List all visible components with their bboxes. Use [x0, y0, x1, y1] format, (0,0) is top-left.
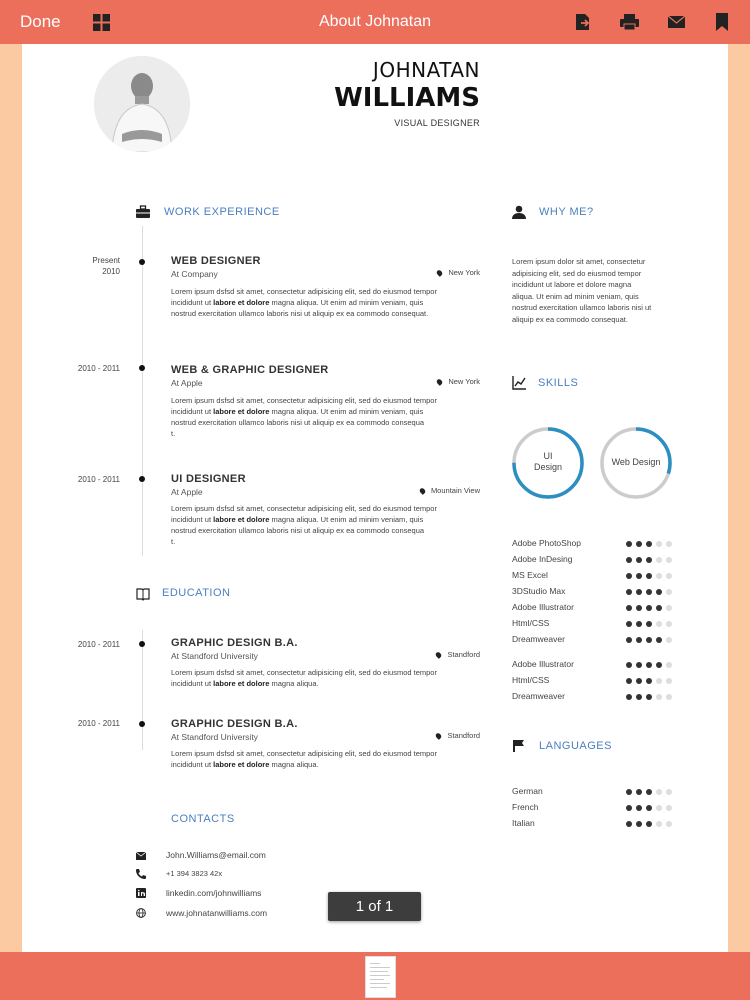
- rating-dot: [626, 678, 632, 684]
- timeline-line: [142, 226, 143, 556]
- page-thumbnail[interactable]: [365, 956, 396, 998]
- job-company: At Apple: [171, 378, 203, 388]
- rating-dot: [646, 573, 652, 579]
- rating-dot: [626, 789, 632, 795]
- skill-circle-label: Web Design: [611, 457, 661, 467]
- job-company: At Apple: [171, 487, 203, 497]
- rating-dot: [636, 557, 642, 563]
- contact-email: John.Williams@email.com: [166, 850, 266, 860]
- rating-dot: [666, 557, 672, 563]
- edu-date: 2010 - 2011: [77, 640, 120, 649]
- rating-dot: [646, 805, 652, 811]
- rating-dot: [636, 821, 642, 827]
- timeline-dot: [139, 641, 145, 647]
- right-margin: [728, 44, 750, 952]
- rating-name: French: [512, 802, 539, 812]
- rating-dot: [666, 694, 672, 700]
- rating-name: Dreamweaver: [512, 634, 565, 644]
- job-title: WEB & GRAPHIC DESIGNER: [171, 364, 329, 376]
- rating-dot: [666, 573, 672, 579]
- rating-dot: [666, 805, 672, 811]
- rating-dot: [656, 694, 662, 700]
- job-location: New York: [380, 377, 480, 386]
- rating-dot: [666, 541, 672, 547]
- why-me-text: Lorem ipsum dolor sit amet, consectetur adipisicing elit, sed do eiusmod tempor incididunt ut labore et dolore magna aliqua. Ut enim ad minim veniam, quis nostrud exercitation ullamco laboris nisi ut aliquip ex ea commodo consequat.: [512, 257, 652, 324]
- rating-dots: [626, 557, 672, 563]
- job-date: 2010 - 2011: [77, 475, 120, 484]
- rating-dot: [646, 821, 652, 827]
- left-margin: [0, 44, 22, 952]
- rating-dot: [636, 637, 642, 643]
- rating-dot: [626, 573, 632, 579]
- timeline-dot: [139, 721, 145, 727]
- export-icon[interactable]: [574, 13, 592, 31]
- rating-dot: [646, 541, 652, 547]
- rating-dot: [626, 557, 632, 563]
- edu-date: 2010 - 2011: [77, 719, 120, 728]
- rating-dots: [626, 678, 672, 684]
- rating-dots: [626, 789, 672, 795]
- job-description: Lorem ipsum dsfsd sit amet, consectetur adipisicing elit, sed do eiusmod tempor incididunt ut labore et dolore magna aliqua. Ut enim ad minim veniam, quis nostrud exercitation ullamco laboris nisi ut aliquip ex ea commodo consequa t.: [171, 504, 437, 546]
- globe-icon: [136, 908, 146, 918]
- edu-school: At Standford University: [171, 651, 258, 661]
- contact-phone: +1 394 3823 42x: [166, 869, 223, 878]
- rating-row: [512, 570, 677, 582]
- rating-name: Adobe PhotoShop: [512, 538, 582, 548]
- last-name: WILLIAMS: [334, 83, 480, 113]
- rating-dot: [646, 637, 652, 643]
- rating-name: Adobe Illustrator: [512, 659, 574, 669]
- edu-location: Standford: [380, 731, 480, 740]
- rating-name: Html/CSS: [512, 618, 550, 628]
- rating-dots: [626, 573, 672, 579]
- rating-dot: [636, 694, 642, 700]
- rating-name: Dreamweaver: [512, 691, 565, 701]
- rating-dot: [646, 557, 652, 563]
- job-title: UI DESIGNER: [171, 473, 246, 485]
- job-title: WEB DESIGNER: [171, 255, 261, 267]
- rating-dot: [656, 662, 662, 668]
- rating-dot: [626, 605, 632, 611]
- chart-icon: [512, 376, 526, 390]
- book-icon: [136, 587, 150, 601]
- edu-school: At Standford University: [171, 732, 258, 742]
- rating-name: German: [512, 786, 543, 796]
- rating-row: [512, 538, 677, 550]
- rating-row: [512, 786, 677, 798]
- edu-location: Standford: [380, 650, 480, 659]
- rating-dot: [656, 821, 662, 827]
- rating-dots: [626, 637, 672, 643]
- rating-dot: [666, 605, 672, 611]
- rating-name: 3DStudio Max: [512, 586, 566, 596]
- rating-name: Adobe InDesing: [512, 554, 573, 564]
- work-experience-heading: WORK EXPERIENCE: [164, 206, 280, 218]
- rating-dot: [636, 805, 642, 811]
- why-me-heading: WHY ME?: [539, 206, 594, 218]
- rating-row: [512, 659, 677, 671]
- edu-title: GRAPHIC DESIGN B.A.: [171, 718, 298, 730]
- rating-row: [512, 634, 677, 646]
- rating-dot: [646, 605, 652, 611]
- rating-dot: [636, 789, 642, 795]
- education-heading: EDUCATION: [162, 587, 231, 599]
- rating-row: [512, 554, 677, 566]
- rating-dot: [626, 541, 632, 547]
- rating-dot: [666, 821, 672, 827]
- flag-icon: [512, 739, 526, 753]
- rating-dot: [656, 573, 662, 579]
- rating-name: MS Excel: [512, 570, 548, 580]
- rating-dot: [626, 805, 632, 811]
- rating-dot: [626, 637, 632, 643]
- rating-dots: [626, 605, 672, 611]
- rating-dots: [626, 621, 672, 627]
- rating-dots: [626, 541, 672, 547]
- rating-dot: [626, 589, 632, 595]
- rating-dot: [656, 605, 662, 611]
- rating-name: Italian: [512, 818, 535, 828]
- linkedin-icon: [136, 888, 146, 898]
- job-role: VISUAL DESIGNER: [394, 118, 480, 128]
- rating-row: [512, 602, 677, 614]
- rating-dot: [636, 662, 642, 668]
- timeline-dot: [139, 476, 145, 482]
- job-date: 2010 - 2011: [77, 364, 120, 373]
- rating-dots: [626, 662, 672, 668]
- rating-row: [512, 586, 677, 598]
- profile-photo: [94, 56, 190, 152]
- rating-dot: [666, 789, 672, 795]
- rating-dot: [636, 589, 642, 595]
- rating-dot: [636, 541, 642, 547]
- job-date: Present 2010: [92, 256, 120, 276]
- page-indicator: 1 of 1: [328, 892, 421, 921]
- rating-row: [512, 691, 677, 703]
- rating-dot: [666, 621, 672, 627]
- rating-dot: [646, 589, 652, 595]
- print-icon[interactable]: [620, 13, 639, 31]
- rating-dot: [636, 678, 642, 684]
- rating-dot: [656, 557, 662, 563]
- pin-icon: [435, 732, 443, 740]
- rating-dot: [646, 694, 652, 700]
- rating-row: [512, 618, 677, 630]
- done-button[interactable]: Done: [20, 12, 61, 31]
- rating-dot: [646, 662, 652, 668]
- bookmark-icon[interactable]: [716, 13, 728, 31]
- rating-dots: [626, 694, 672, 700]
- phone-icon: [136, 869, 146, 879]
- rating-dot: [656, 541, 662, 547]
- rating-dot: [626, 621, 632, 627]
- pin-icon: [436, 269, 444, 277]
- rating-dot: [656, 789, 662, 795]
- job-description: Lorem ipsum dsfsd sit amet, consectetur adipisicing elit, sed do eiusmod tempor incididunt ut labore et dolore magna aliqua. Ut enim ad minim veniam, quis nostrud exercitation ullamco laboris nisi ut aliquip ex ea commodo consequat.: [171, 287, 437, 318]
- rating-dot: [646, 678, 652, 684]
- rating-dot: [636, 573, 642, 579]
- rating-dot: [656, 589, 662, 595]
- rating-dot: [626, 662, 632, 668]
- rating-dot: [636, 621, 642, 627]
- rating-dots: [626, 589, 672, 595]
- job-description: Lorem ipsum dsfsd sit amet, consectetur adipisicing elit, sed do eiusmod tempor incididunt ut labore et dolore magna aliqua. Ut enim ad minim veniam, quis nostrud exercitation ullamco laboris nisi ut aliquip ex ea commodo consequa t.: [171, 396, 437, 438]
- contacts-heading: CONTACTS: [171, 813, 235, 825]
- rating-name: Adobe Illustrator: [512, 602, 574, 612]
- user-icon: [512, 205, 526, 219]
- rating-dot: [656, 805, 662, 811]
- rating-dot: [626, 694, 632, 700]
- mail-icon[interactable]: [668, 13, 685, 31]
- pin-icon: [419, 487, 427, 495]
- rating-dot: [656, 637, 662, 643]
- timeline-line: [142, 630, 143, 750]
- timeline-dot: [139, 259, 145, 265]
- rating-dot: [666, 662, 672, 668]
- rating-dot: [656, 678, 662, 684]
- window-title: About Johnatan: [318, 13, 432, 30]
- rating-name: Html/CSS: [512, 675, 550, 685]
- pin-icon: [436, 378, 444, 386]
- rating-dot: [666, 678, 672, 684]
- job-company: At Company: [171, 269, 218, 279]
- rating-dot: [636, 605, 642, 611]
- rating-dots: [626, 821, 672, 827]
- rating-row: [512, 802, 677, 814]
- rating-dot: [646, 621, 652, 627]
- edu-title: GRAPHIC DESIGN B.A.: [171, 637, 298, 649]
- edu-description: Lorem ipsum dsfsd sit amet, consectetur adipisicing elit, sed do eiusmod tempor incididunt ut labore et dolore magna aliqua.: [171, 668, 437, 688]
- timeline-dot: [139, 365, 145, 371]
- contact-linkedin: linkedin.com/johnwilliams: [166, 888, 262, 898]
- rating-row: [512, 818, 677, 830]
- rating-dot: [646, 789, 652, 795]
- envelope-icon: [136, 851, 146, 861]
- rating-dot: [666, 637, 672, 643]
- rating-dots: [626, 805, 672, 811]
- briefcase-icon: [136, 205, 150, 219]
- first-name: JOHNATAN: [372, 58, 480, 82]
- rating-dot: [666, 589, 672, 595]
- skill-circle-label: UI Design: [533, 451, 562, 472]
- rating-dot: [656, 621, 662, 627]
- edu-description: Lorem ipsum dsfsd sit amet, consectetur adipisicing elit, sed do eiusmod tempor incididunt ut labore et dolore magna aliqua.: [171, 749, 437, 769]
- pin-icon: [435, 651, 443, 659]
- skills-heading: SKILLS: [538, 377, 579, 389]
- rating-row: [512, 675, 677, 687]
- contact-website: www.johnatanwilliams.com: [166, 908, 268, 918]
- job-location: Mountain View: [380, 486, 480, 495]
- rating-dot: [626, 821, 632, 827]
- job-location: New York: [380, 268, 480, 277]
- languages-heading: LANGUAGES: [539, 740, 612, 752]
